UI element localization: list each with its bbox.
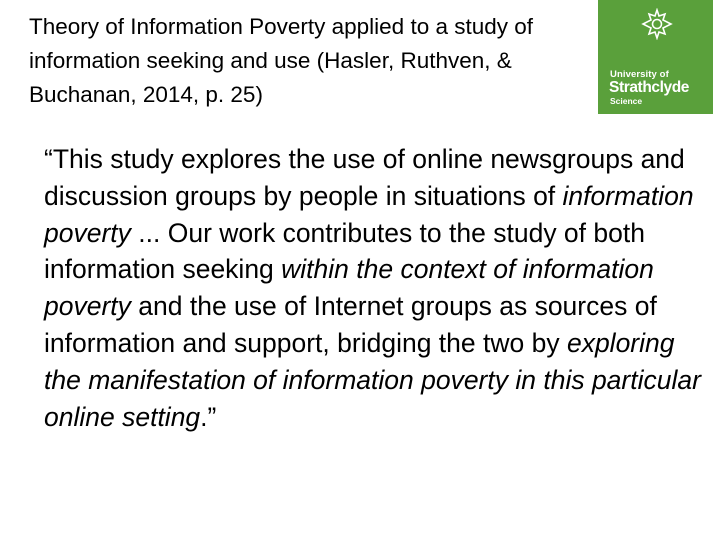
quote-segment-italic: information poverty: [44, 180, 694, 248]
quote-segment: .”: [200, 401, 217, 432]
quote-segment: “This study explores the use of online newsgroups and discussion groups by people in situations of: [44, 144, 685, 211]
logo-university-text: University of: [610, 69, 669, 80]
quote-segment: and the use of Internet groups as sources of information and support, bridging the two by: [44, 291, 657, 358]
slide-title: Theory of Information Poverty applied to a study of information seeking and use (Hasler, Ruthven, & Buchanan, 2014, p. 25): [29, 14, 534, 107]
quote-segment-italic: exploring the manifestation of information poverty in this particular online setting: [44, 327, 701, 432]
strathclyde-crest-icon: [641, 8, 673, 40]
logo-strathclyde-text: Strathclyde: [609, 79, 690, 96]
quote-segment-italic: within the context of information poverty: [44, 254, 654, 322]
quote-block: [44, 141, 704, 435]
quote-segment: ... Our work contributes to the study of both information seeking: [44, 217, 645, 285]
university-logo: [598, 0, 713, 114]
logo-faculty-text: Science: [610, 96, 643, 106]
